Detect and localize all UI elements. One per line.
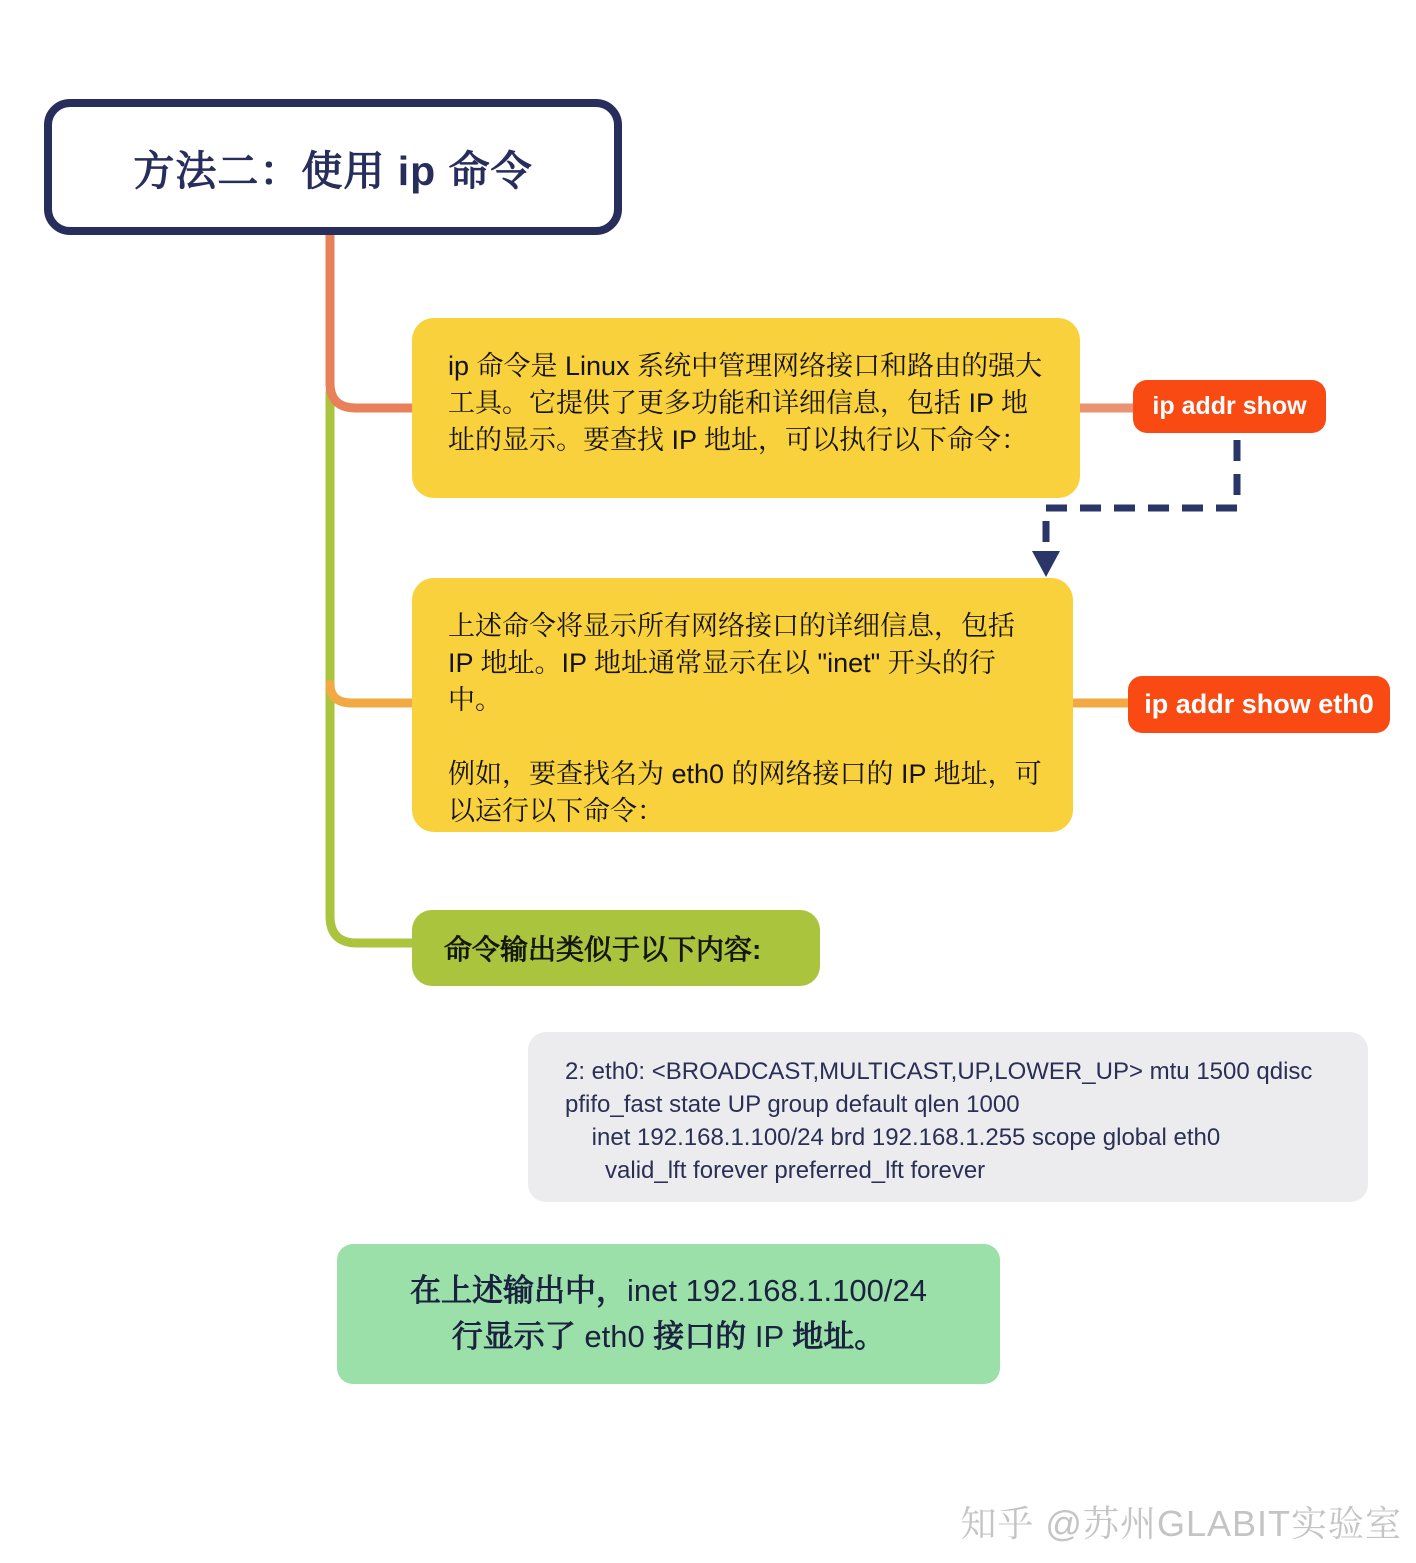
title-node [44, 99, 622, 235]
terminal-output-box [528, 1032, 1368, 1202]
code-line: valid_lft forever preferred_lft forever [565, 1157, 986, 1184]
summary-bold-text: 接口的 [653, 1319, 755, 1354]
output-label-text: 命令输出类似于以下内容: [444, 934, 762, 965]
command-badge-2-label: ip addr show eth0 [1144, 689, 1374, 719]
command-badge-1-label: ip addr show [1152, 392, 1307, 420]
summary-bold-text: 地址。 [792, 1319, 886, 1354]
summary-bold-text: 在上述输出中， [410, 1273, 628, 1308]
code-line: inet 192.168.1.100/24 brd 192.168.1.255 scope global eth0 [565, 1124, 1221, 1151]
summary-line-1 [410, 1268, 927, 1314]
arrow-down-icon [1032, 551, 1060, 577]
summary-line-2 [452, 1314, 886, 1360]
topic1-text: ip 命令是 Linux 系统中管理网络接口和路由的强大工具。它提供了更多功能和详细信息，包括 IP 地址的显示。要查找 IP 地址，可以执行以下命令： [448, 351, 1043, 455]
command-badge-1 [1133, 380, 1326, 433]
code-line: pfifo_fast state UP group default qlen 1000 [565, 1091, 1020, 1118]
summary-bold-text: 行显示了 [451, 1319, 585, 1354]
topic-node-1 [412, 318, 1080, 498]
title-label: 方法二：使用 ip 命令 [133, 147, 533, 194]
branch-line-topic2 [330, 684, 414, 703]
summary-node [337, 1244, 1000, 1384]
branch-line-topic1 [330, 233, 414, 408]
branch-line-output [330, 392, 416, 943]
summary-code-text: IP [754, 1319, 793, 1354]
topic2-paragraph-2: 例如，要查找名为 eth0 的网络接口的 IP 地址，可以运行以下命令： [448, 759, 1042, 826]
topic-node-2 [412, 578, 1073, 832]
code-line: 2: eth0: <BROADCAST,MULTICAST,UP,LOWER_UP> mtu 1500 qdisc [565, 1058, 1313, 1085]
watermark: 知乎 @苏州GLABIT实验室 [960, 1503, 1402, 1544]
topic2-paragraph-1: 上述命令将显示所有网络接口的详细信息，包括 IP 地址。IP 地址通常显示在以 "inet" 开头的行中。 [448, 611, 1015, 715]
command-badge-2 [1128, 676, 1390, 733]
summary-code-text: inet 192.168.1.100/24 [627, 1273, 927, 1308]
output-label-node [412, 910, 820, 986]
summary-code-text: eth0 [584, 1319, 654, 1354]
